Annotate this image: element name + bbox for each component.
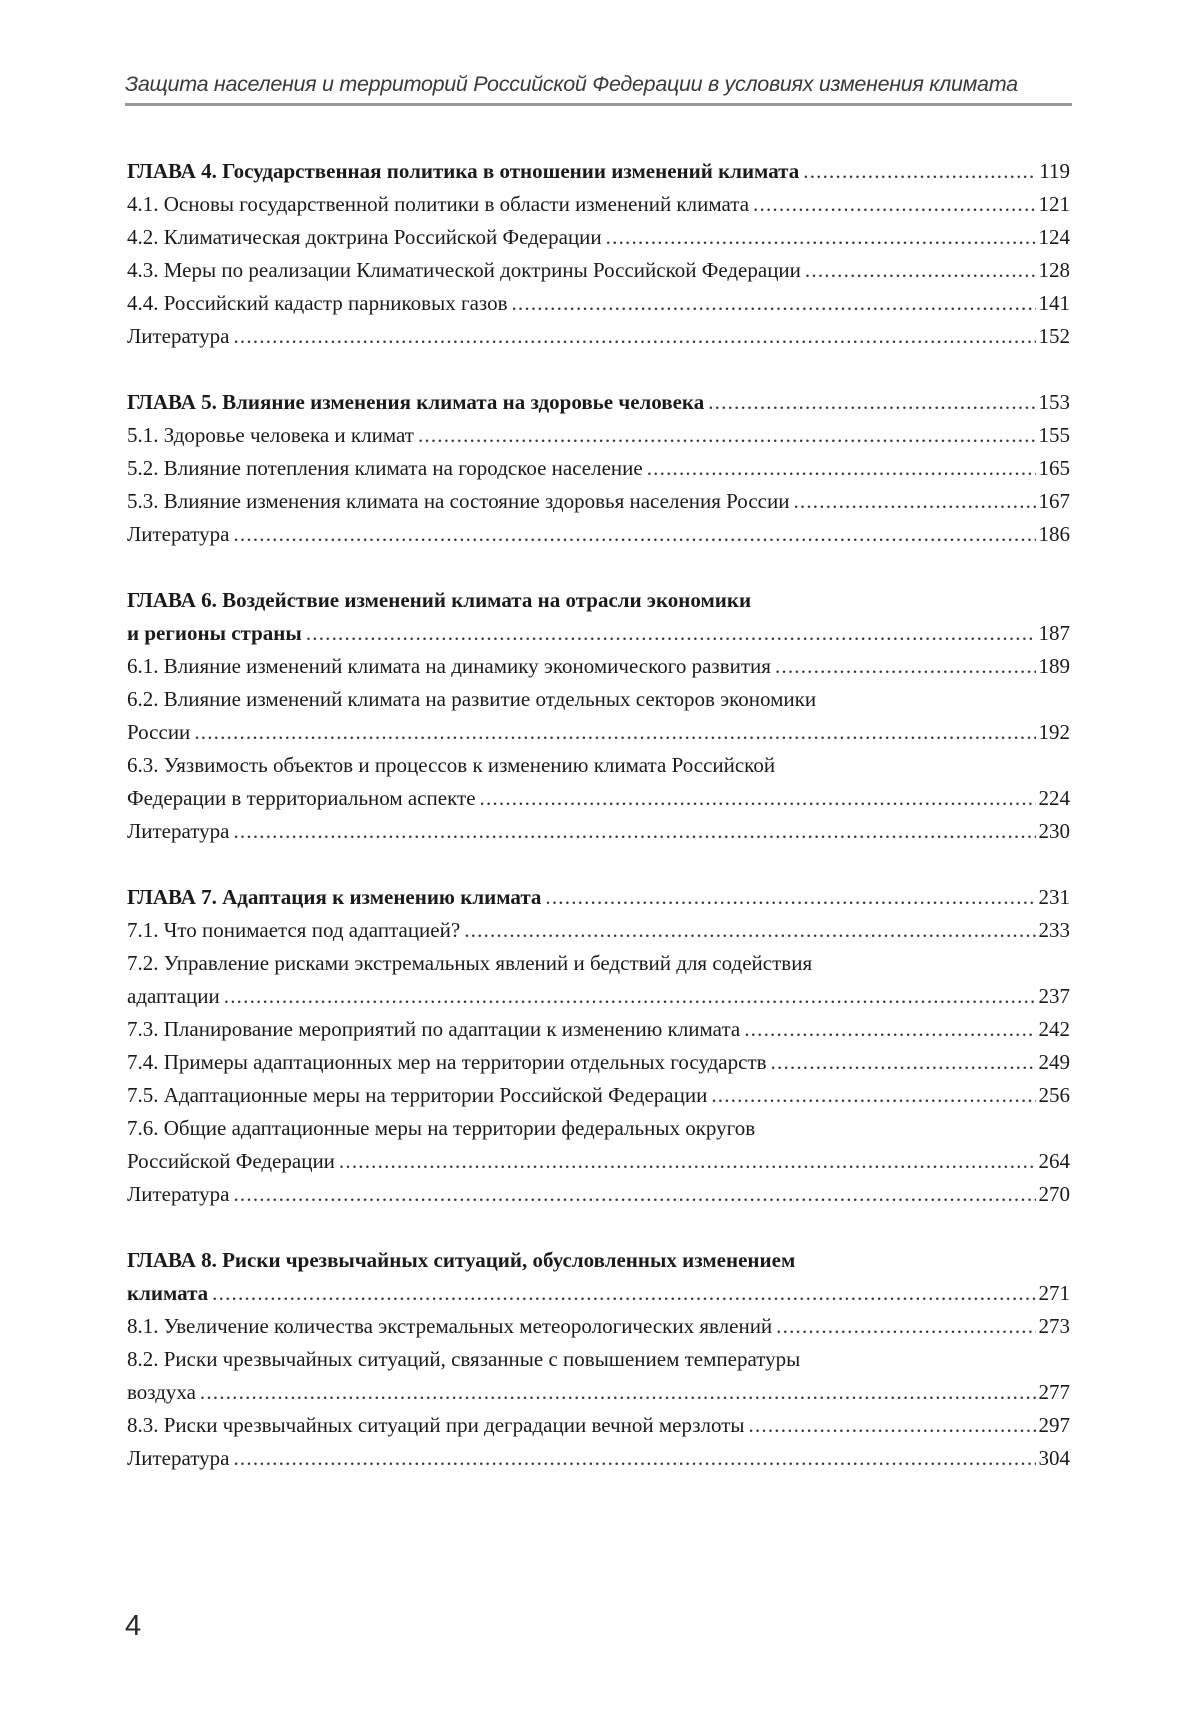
toc-entry (127, 947, 1070, 980)
toc-chapter-heading-continued (127, 617, 1070, 650)
toc-page-number: 155 (1038, 423, 1070, 447)
toc-page-number: 256 (1038, 1083, 1070, 1107)
toc-entry-title: России (127, 720, 191, 744)
dot-leader (212, 1277, 1035, 1310)
toc-entry-title: ГЛАВА 7. Адаптация к изменению климата (127, 885, 542, 909)
dot-leader (233, 1442, 1035, 1475)
toc-page-number: 167 (1038, 489, 1070, 513)
toc-page-number: 153 (1038, 390, 1070, 414)
toc-page-number: 242 (1038, 1017, 1070, 1041)
dot-leader (233, 320, 1035, 353)
toc-entry-continued (127, 716, 1070, 749)
toc-entry-title: 5.2. Влияние потепления климата на городское население (127, 456, 643, 480)
running-header: Защита населения и территорий Российской Федерации в условиях изменения климата (125, 72, 1018, 96)
toc-entry (127, 485, 1070, 518)
toc-entry-title: 7.2. Управление рисками экстремальных явлений и бедствий для содействия (127, 951, 813, 975)
toc-entry-title: 7.5. Адаптационные меры на территории Российской Федерации (127, 1083, 708, 1107)
toc-page-number: 304 (1038, 1446, 1070, 1470)
toc-entry-title: Литература (127, 324, 230, 348)
toc-page-number: 189 (1038, 654, 1070, 678)
toc-entry (127, 914, 1070, 947)
dot-leader (803, 155, 1036, 188)
dot-leader (545, 881, 1035, 914)
toc-page-number: 273 (1038, 1314, 1070, 1338)
dot-leader (233, 1178, 1035, 1211)
dot-leader (771, 1046, 1036, 1079)
toc-entry (127, 188, 1070, 221)
dot-leader (480, 782, 1036, 815)
toc-page-number: 128 (1038, 258, 1070, 282)
dot-leader (793, 485, 1035, 518)
toc-page-number: 270 (1038, 1182, 1070, 1206)
toc-page-number: 152 (1038, 324, 1070, 348)
page-number: 4 (125, 1610, 142, 1642)
toc-entry (127, 1046, 1070, 1079)
toc-entry-title: 8.1. Увеличение количества экстремальных метеорологических явлений (127, 1314, 773, 1338)
toc-entry-title: климата (127, 1281, 209, 1305)
toc-entry (127, 1079, 1070, 1112)
dot-leader (306, 617, 1036, 650)
toc-entry-title: 6.1. Влияние изменений климата на динамику экономического развития (127, 654, 771, 678)
toc-entry-continued (127, 782, 1070, 815)
dot-leader (744, 1013, 1035, 1046)
toc-entry (127, 1112, 1070, 1145)
dot-leader (194, 716, 1035, 749)
toc-entry (127, 320, 1070, 353)
toc-entry-title: адаптации (127, 984, 220, 1008)
toc-page-number: 230 (1038, 819, 1070, 843)
toc-entry-title: 6.2. Влияние изменений климата на развитие отдельных секторов экономики (127, 687, 817, 711)
dot-leader (224, 980, 1036, 1013)
toc-chapter-heading (127, 386, 1070, 419)
toc-page-number: 297 (1038, 1413, 1070, 1437)
toc-chapter-heading (127, 584, 1070, 617)
toc-entry (127, 452, 1070, 485)
toc-chapter-7 (127, 881, 1070, 1211)
toc-entry-title: ГЛАВА 8. Риски чрезвычайных ситуаций, обусловленных изменением (127, 1248, 796, 1272)
toc-entry-title: 7.3. Планирование мероприятий по адаптации к изменению климата (127, 1017, 741, 1041)
dot-leader (233, 518, 1035, 551)
toc-entry-title: 5.1. Здоровье человека и климат (127, 423, 414, 447)
dot-leader (753, 188, 1035, 221)
toc-chapter-heading (127, 155, 1070, 188)
dot-leader (233, 815, 1035, 848)
toc-entry (127, 254, 1070, 287)
toc-chapter-heading (127, 881, 1070, 914)
toc-chapter-4 (127, 155, 1070, 353)
toc-page-number: 231 (1038, 885, 1070, 909)
toc-entry-title: 8.3. Риски чрезвычайных ситуаций при деградации вечной мерзлоты (127, 1413, 745, 1437)
toc-entry-title: Литература (127, 819, 230, 843)
toc-page-number: 271 (1038, 1281, 1070, 1305)
toc-chapter-heading (127, 1244, 1070, 1277)
toc-entry (127, 1178, 1070, 1211)
toc-chapter-heading-continued (127, 1277, 1070, 1310)
toc-entry-title: 4.2. Климатическая доктрина Российской Федерации (127, 225, 602, 249)
toc-entry-title: Литература (127, 522, 230, 546)
dot-leader (749, 1409, 1036, 1442)
dot-leader (200, 1376, 1036, 1409)
toc-entry-title: Литература (127, 1446, 230, 1470)
toc-entry-title: Российской Федерации (127, 1149, 335, 1173)
toc-chapter-8 (127, 1244, 1070, 1475)
toc-page-number: 237 (1038, 984, 1070, 1008)
toc-entry-title: 6.3. Уязвимость объектов и процессов к изменению климата Российской (127, 753, 776, 777)
toc-entry-title: ГЛАВА 6. Воздействие изменений климата на отрасли экономики (127, 588, 752, 612)
toc-entry (127, 1442, 1070, 1475)
toc-page-number: 264 (1038, 1149, 1070, 1173)
toc-entry-title: ГЛАВА 4. Государственная политика в отношении изменений климата (127, 159, 800, 183)
toc-page-number: 224 (1038, 786, 1070, 810)
toc-entry (127, 749, 1070, 782)
toc-entry (127, 1343, 1070, 1376)
toc-entry-title: 5.3. Влияние изменения климата на состояние здоровья населения России (127, 489, 790, 513)
toc-page-number: 141 (1038, 291, 1070, 315)
toc-page-number: 119 (1039, 159, 1070, 183)
toc-chapter-5 (127, 386, 1070, 551)
toc-page-number: 121 (1038, 192, 1070, 216)
toc-entry (127, 287, 1070, 320)
toc-page-number: 165 (1038, 456, 1070, 480)
toc-entry-title: 8.2. Риски чрезвычайных ситуаций, связанные с повышением температуры (127, 1347, 801, 1371)
toc-page-number: 192 (1038, 720, 1070, 744)
dot-leader (647, 452, 1036, 485)
toc-page-number: 249 (1038, 1050, 1070, 1074)
dot-leader (418, 419, 1036, 452)
toc-entry-continued (127, 1145, 1070, 1178)
toc-chapter-6 (127, 584, 1070, 848)
dot-leader (775, 650, 1036, 683)
toc-entry (127, 221, 1070, 254)
toc-entry-title: 4.1. Основы государственной политики в области изменений климата (127, 192, 750, 216)
toc-entry-title: ГЛАВА 5. Влияние изменения климата на здоровье человека (127, 390, 705, 414)
header-rule (125, 103, 1072, 106)
dot-leader (708, 386, 1035, 419)
toc-entry-title: 7.1. Что понимается под адаптацией? (127, 918, 461, 942)
toc-entry-title: 7.6. Общие адаптационные меры на территории федеральных округов (127, 1116, 756, 1140)
dot-leader (464, 914, 1035, 947)
toc-entry-continued (127, 1376, 1070, 1409)
toc-entry (127, 1409, 1070, 1442)
toc-page-number: 187 (1038, 621, 1070, 645)
toc-entry-title: и регионы страны (127, 621, 302, 645)
toc-page-number: 124 (1038, 225, 1070, 249)
table-of-contents (127, 155, 1070, 1508)
dot-leader (606, 221, 1036, 254)
toc-entry (127, 815, 1070, 848)
dot-leader (711, 1079, 1035, 1112)
toc-page-number: 233 (1038, 918, 1070, 942)
dot-leader (805, 254, 1036, 287)
toc-entry (127, 1310, 1070, 1343)
toc-entry (127, 1013, 1070, 1046)
toc-entry-title: 7.4. Примеры адаптационных мер на территории отдельных государств (127, 1050, 767, 1074)
toc-entry-title: Литература (127, 1182, 230, 1206)
dot-leader (511, 287, 1035, 320)
toc-entry (127, 683, 1070, 716)
toc-entry-title: 4.4. Российский кадастр парниковых газов (127, 291, 508, 315)
dot-leader (776, 1310, 1035, 1343)
toc-entry (127, 419, 1070, 452)
toc-entry-title: Федерации в территориальном аспекте (127, 786, 476, 810)
toc-entry (127, 650, 1070, 683)
toc-entry (127, 518, 1070, 551)
toc-page-number: 186 (1038, 522, 1070, 546)
toc-entry-title: воздуха (127, 1380, 196, 1404)
dot-leader (339, 1145, 1036, 1178)
toc-entry-continued (127, 980, 1070, 1013)
toc-entry-title: 4.3. Меры по реализации Климатической доктрины Российской Федерации (127, 258, 801, 282)
toc-page-number: 277 (1038, 1380, 1070, 1404)
